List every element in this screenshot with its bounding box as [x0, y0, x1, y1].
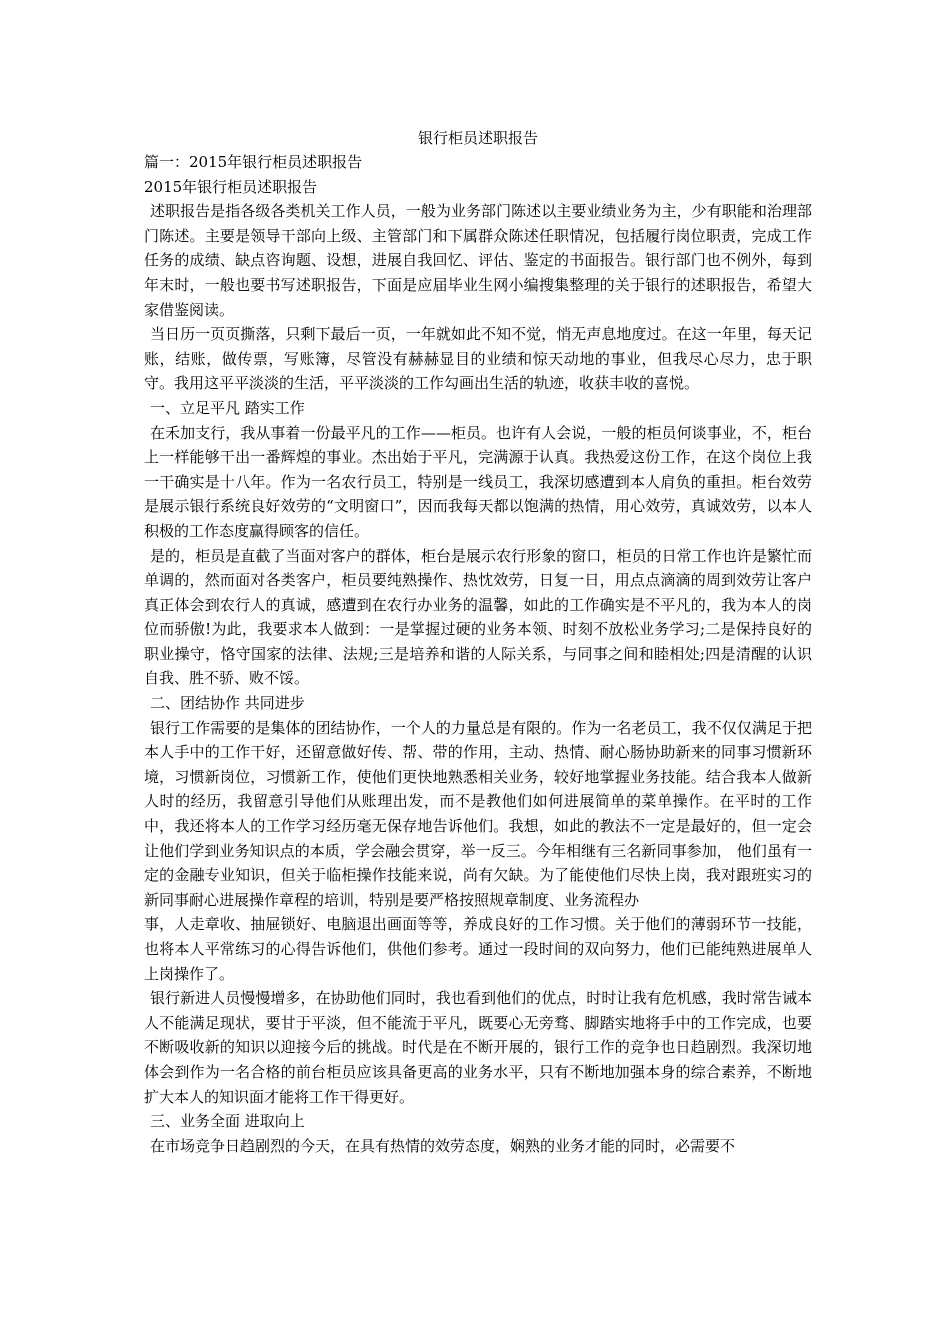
document-body	[144, 126, 812, 1158]
report-subtitle: 2015年银行柜员述职报告	[144, 177, 318, 196]
paragraph-market-competition: 在市场竞争日趋剧烈的今天，在具有热情的效劳态度，娴熟的业务才能的同时，必需要不	[150, 1136, 736, 1155]
section-heading-2: 二、团结协作 共同进步	[150, 694, 305, 713]
paragraph-year-summary: 当日历一页页撕落，只剩下最后一页，一年就如此不知不觉，悄无声息地度过。在这一年里，每天记账，结账，做传票，写账簿，尽管没有赫赫显目的业绩和惊天动地的事业，但我尽心尽力，忠于职守。我用这平平淡淡的生活，平平淡淡的工作勾画出生活的轨迹，收获丰收的喜悦。	[144, 325, 812, 393]
section-heading-1: 一、立足平凡 踏实工作	[150, 398, 305, 417]
paragraph-teller-work: 在禾加支行，我从事着一份最平凡的工作——柜员。也许有人会说，一般的柜员何谈事业，不，柜台上一样能够干出一番辉煌的事业。杰出始于平凡，完满源于认真。我热爱这份工作，在这个岗位上我一干确实是十八年。作为一名农行员工，特别是一线员工，我深切感遭到本人肩负的重担。柜台效劳是展示银行系统良好效劳的“文明窗口”，因而我每天都以饱满的热情，用心效劳，真诚效劳，以本人积极的工作态度赢得顾客的信任。	[144, 423, 812, 540]
document-title: 银行柜员述职报告	[417, 129, 538, 147]
paragraph-teamwork: 银行工作需要的是集体的团结协作，一个人的力量总是有限的。作为一名老员工，我不仅仅满足于把本人手中的工作干好，还留意做好传、帮、带的作用，主动、热情、耐心肠协助新来的同事习惯新环境，习惯新岗位，习惯新工作，使他们更快地熟悉相关业务，较好地掌握业务技能。结合我本人做新人时的经历，我留意引导他们从账理出发，而不是教他们如何进展简单的菜单操作。在平时的工作中，我还将本人的工作学习经历毫无保存地告诉他们。我想，如此的教法不一定是最好的，但一定会让他们学到业务知识点的本质，学会融会贯穿，举一反三。今年相继有三名新同事参加， 他们虽有一定的金融专业知识，但关于临柜操作技能来说，尚有欠缺。为了能使他们尽快上岗，我对跟班实习的新同事耐心进展操作章程的培训，特别是要严格按照规章制度、业务流程办	[144, 718, 812, 909]
paragraph-teller-role: 是的，柜员是直截了当面对客户的群体，柜台是展示农行形象的窗口，柜员的日常工作也许是繁忙而单调的，然而面对各类客户，柜员要纯熟操作、热忱效劳，日复一日，用点点滴滴的周到效劳让客户真正体会到农行人的真诚，感遭到在农行办业务的温馨，如此的工作确实是不平凡的，我为本人的岗位而骄傲!为此，我要求本人做到：一是掌握过硬的业务本领、时刻不放松业务学习;二是保持良好的职业操守，恪守国家的法律、法规;三是培养和谐的人际关系，与同事之间和睦相处;四是清醒的认识自我、胜不骄、败不馁。	[144, 546, 812, 688]
section-heading-3: 三、业务全面 进取向上	[150, 1112, 305, 1131]
section-subtitle: 篇一：2015年银行柜员述职报告	[144, 153, 363, 171]
paragraph-self-improvement: 银行新进人员慢慢增多，在协助他们同时，我也看到他们的优点，时时让我有危机感，我时常告诫本人不能满足现状，要甘于平淡，但不能流于平凡，既要心无旁骛、脚踏实地将手中的工作完成，也要不断吸收新的知识以迎接今后的挑战。时代是在不断开展的，银行工作的竞争也日趋剧烈。我深切地体会到作为一名合格的前台柜员应该具备更高的业务水平，只有不断地加强本身的综合素养，不断地扩大本人的知识面才能将工作干得更好。	[144, 989, 812, 1106]
paragraph-intro: 述职报告是指各级各类机关工作人员，一般为业务部门陈述以主要业绩业务为主，少有职能和治理部门陈述。主要是领导干部向上级、主管部门和下属群众陈述任职情况，包括履行岗位职责，完成工作任务的成绩、缺点咨询题、设想，进展自我回忆、评估、鉴定的书面报告。银行部门也不例外，每到年末时，一般也要书写述职报告，下面是应届毕业生网小编搜集整理的关于银行的述职报告，希望大家借鉴阅读。	[144, 202, 812, 319]
paragraph-teamwork-continued: 事，人走章收、抽屉锁好、电脑退出画面等等，养成良好的工作习惯。关于他们的薄弱环节一技能，也将本人平常练习的心得告诉他们，供他们参考。通过一段时间的双向努力，他们已能纯熟进展单人上岗操作了。	[144, 915, 812, 983]
